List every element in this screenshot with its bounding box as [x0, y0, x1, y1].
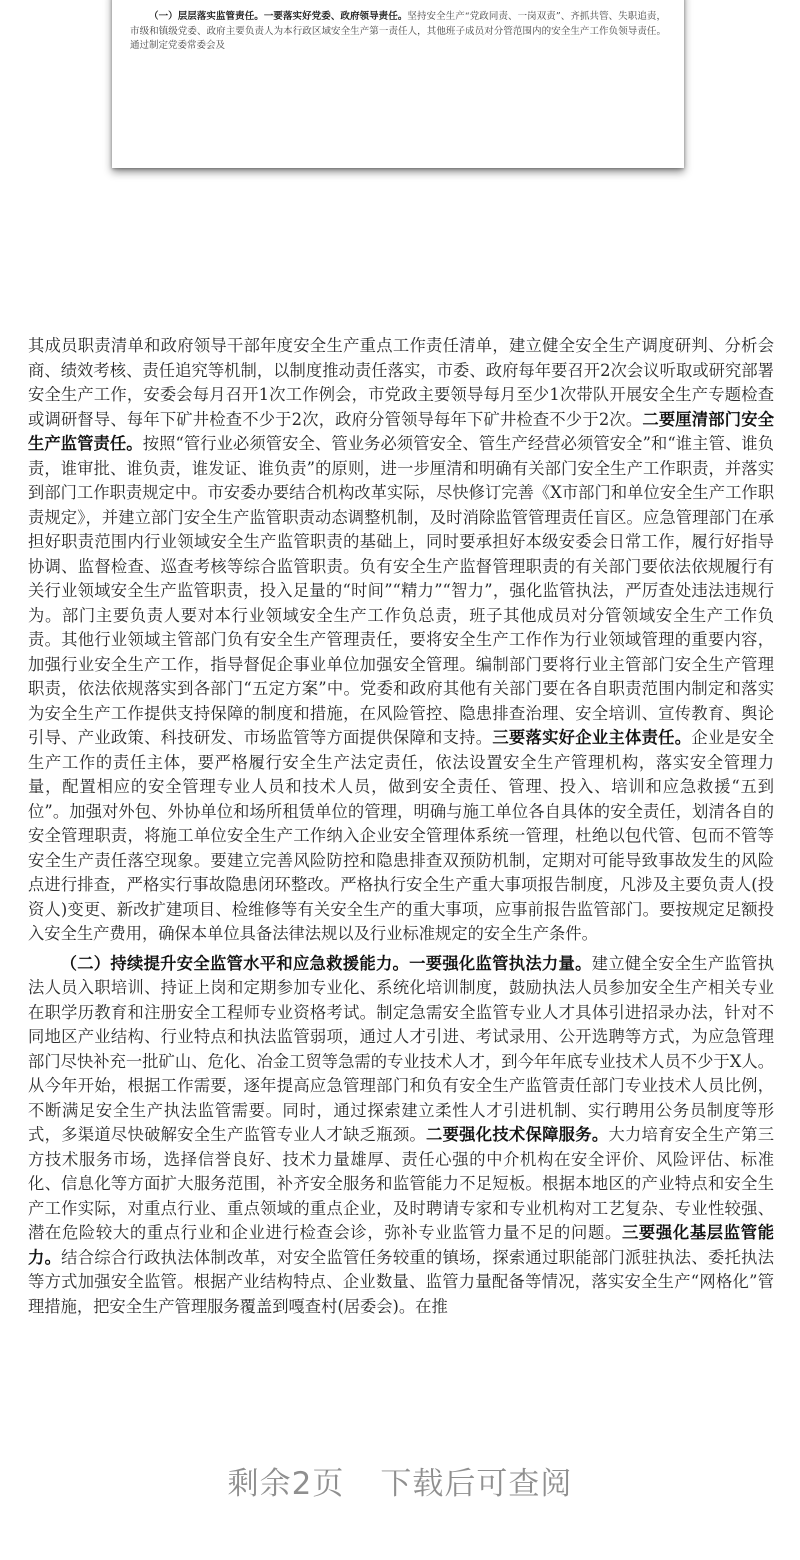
p1-text-c: 按照“管行业必须管安全、管业务必须管安全、管生产经营必须管安全”和“谁主管、谁负责，谁审批、谁负责，谁发证、谁负责”的原则，进一步厘清和明确有关部门安全生产工作职责，并落实到部门工作职责规定中。市安委办要结合机构改革实际，尽快修订完善《X市部门和单位安全生产工作职责规定》，并建立部门安全生产监管职责动态调整机制，及时消除监管管理责任盲区。应急管理部门在承担好职责范围内行业领域安全生产监管职责的基础上，同时要承担好本级安委会日常工作，履行好指导协调、监督检查、巡查考核等综合监管职责。负有安全生产监督管理职责的有关部门要依法依规履行有关行业领域安全生产监管职责，投入足量的“时间”“精力”“智力”，强化监管执法，严厉查处违法违规行为。部门主要负责人要对本行业领域安全生产工作负总责，班子其他成员对分管领域安全生产工作负责。其他行业领域主管部门负有安全生产管理责任，要将安全生产工作作为行业领域管理的重要内容，加强行业安全生产工作，指导督促企事业单位加强安全管理。编制部门要将行业主管部门安全生产管理职责，依法依规落实到各部门“五定方案”中。党委和政府其他有关部门要在各自职责范围内制定和落实为安全生产工作提供支持保障的制度和措施，在风险管控、隐患排查治理、安全培训、宣传教育、舆论引导、产业政策、科技研发、市场监管等方面提供保障和支持。 [28, 434, 774, 747]
p1-heading-d: 三要落实好企业主体责任。 [492, 728, 692, 747]
p2-heading-e: 三要强化基层监管能力。 [28, 1223, 774, 1267]
p2-heading-c: 二要强化技术保障服务。 [426, 1125, 609, 1144]
preview-paragraph [130, 10, 666, 54]
p1-text-e: 企业是安全生产工作的责任主体，要严格履行安全生产法定责任，依法设置安全生产管理机构，落实安全管理力量，配置相应的安全管理专业人员和技术人员，做到安全责任、管理、投入、培训和应急救援“五到位”。加强对外包、外协单位和场所租赁单位的管理，明确与施工单位各自具体的安全责任，划清各自的安全管理职责，将施工单位安全生产工作纳入企业安全管理体系统一管理，杜绝以包代管、包而不管等安全生产责任落空现象。要建立完善风险防控和隐患排查双预防机制，定期对可能导致事故发生的风险点进行排查，严格实行事故隐患闭环整改。严格执行安全生产重大事项报告制度，凡涉及主要负责人(投资人)变更、新改扩建项目、检维修等有关安全生产的重大事项，应事前报告监管部门。要按规定足额投入安全生产费用，确保本单位具备法律法规以及行业标准规定的安全生产条件。 [28, 728, 774, 943]
p1-heading-b: 二要厘清部门安全生产监管责任。 [28, 409, 774, 453]
p2-text-f: 结合综合行政执法体制改革，对安全监管任务较重的镇场，探索通过职能部门派驻执法、委托执法等方式加强安全监管。根据产业结构特点、企业数量、监管力量配备等情况，落实安全生产“网格化”管理措施，把安全生产管理服务覆盖到嘎查村(居委会)。在推 [28, 1247, 774, 1316]
preview-heading: （一）层层落实监管责任。一要落实好党委、政府领导责任。 [149, 11, 408, 22]
paragraph-2 [28, 952, 774, 1320]
remaining-pages-label: 剩余2页 [227, 1466, 345, 1502]
document-body [28, 334, 774, 1324]
download-prompt[interactable] [0, 1458, 800, 1503]
document-preview-card [112, 0, 684, 168]
p2-text-b: 建立健全安全生产监管执法人员入职培训、持证上岗和定期参加专业化、系统化培训制度，鼓励执法人员参加安全生产相关专业在职学历教育和注册安全工程师专业资格考试。制定急需安全监管专业人才具体引进招录办法，针对不同地区产业结构、行业特点和执法监管弱项，通过人才引进、考试录用、公开选聘等方式，为应急管理部门尽快补充一批矿山、危化、冶金工贸等急需的专业技术人才，到今年年底专业技术人员不少于X人。从今年开始，根据工作需要，逐年提高应急管理部门和负有安全生产监管责任部门专业技术人员比例，不断满足安全生产执法监管需要。同时，通过探索建立柔性人才引进机制、实行聘用公务员制度等形式，多渠道尽快破解安全生产监管专业人才缺乏瓶颈。 [28, 953, 774, 1144]
p2-text-d: 大力培育安全生产第三方技术服务市场，选择信誉良好、技术力量雄厚、责任心强的中介机构在安全评价、风险评估、标准化、信息化等方面扩大服务范围，补齐安全服务和监管能力不足短板。根据本地区的产业特点和安全生产工作实际，对重点行业、重点领域的重点企业，及时聘请专家和专业机构对工艺复杂、专业性较强、潜在危险较大的重点行业和企业进行检查会诊，弥补专业监管力量不足的问题。 [28, 1125, 774, 1242]
preview-text: 坚持安全生产“党政同责、一岗双责”、齐抓共管、失职追责，市级和镇级党委、政府主要负责人为本行政区域安全生产第一责任人，其他班子成员对分管范围内的安全生产工作负领导责任。通过制定党委常委会及 [130, 11, 666, 51]
download-to-view-label: 下载后可查阅 [380, 1466, 573, 1502]
p1-text-a: 其成员职责清单和政府领导干部年度安全生产重点工作责任清单，建立健全安全生产调度研判、分析会商、绩效考核、责任追究等机制，以制度推动责任落实，市委、政府每年要召开2次会议听取或研究部署安全生产工作，安委会每月召开1次工作例会，市党政主要领导每月至少1次带队开展安全生产专题检查或调研督导、每年下矿井检查不少于2次，政府分管领导每年下矿井检查不少于2次。 [28, 336, 774, 429]
paragraph-1 [28, 334, 774, 947]
p2-heading-a: （二）持续提升安全监管水平和应急救援能力。一要强化监管执法力量。 [60, 953, 592, 973]
